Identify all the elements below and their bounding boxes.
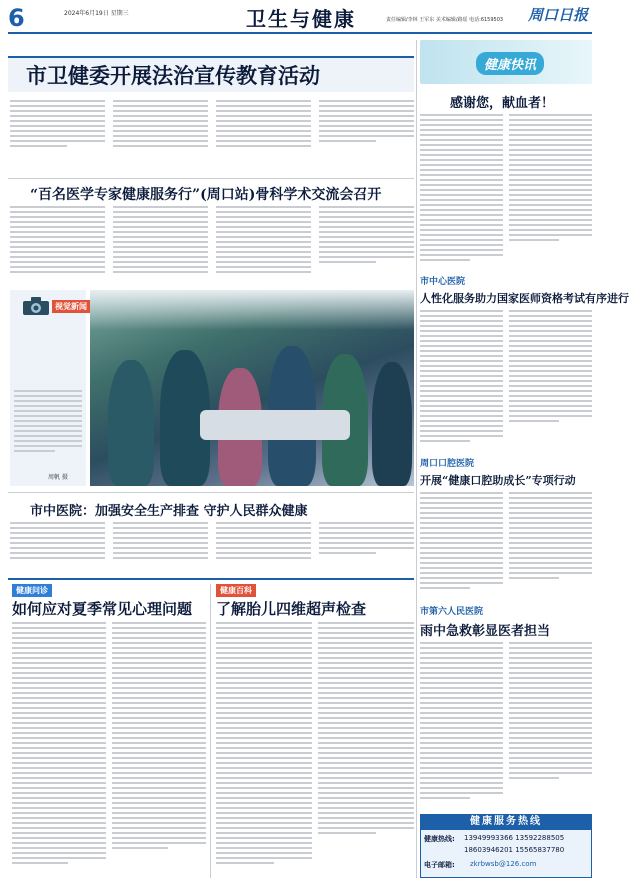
safety-body: [10, 522, 414, 568]
lower-left-rule: [8, 578, 414, 580]
page-number: 6: [8, 4, 25, 32]
health-express-label: 健康快讯: [476, 52, 544, 75]
forum-headline: “百名医学专家健康服务行”(周口站)骨科学术交流会召开: [30, 187, 382, 203]
summer-tag: 健康问诊: [12, 584, 52, 597]
forum-rule: [8, 178, 414, 179]
photo-news-caption: [14, 390, 82, 466]
column-divider: [416, 40, 417, 878]
masthead-rule: [8, 32, 592, 34]
hotline-email[interactable]: zkrbwsb@126.com: [470, 860, 537, 868]
rescue-headline: 雨中急救彰显医者担当: [420, 624, 551, 639]
rescue-hospital: 市第六人民医院: [420, 607, 484, 617]
hotline-phones-2: 18603946201 15565837780: [464, 846, 565, 854]
hotline-phone-label: 健康热线:: [424, 835, 455, 843]
safety-headline: 市中医院：加强安全生产排查 守护人民群众健康: [30, 504, 308, 519]
hotline-title: 健康服务热线: [420, 814, 592, 830]
summer-headline: 如何应对夏季常见心理问题: [12, 600, 193, 618]
safety-rule: [8, 492, 414, 493]
camera-icon: [22, 296, 50, 316]
lead-body: [10, 100, 414, 156]
rescue-body: [420, 642, 592, 812]
editor-credits: 责任编辑/李林 王军东 美术编辑/路瑶 电话:6159503: [386, 17, 504, 23]
newspaper-brand: 周口日报: [528, 6, 589, 24]
surgery-photo: [90, 290, 414, 486]
section-title: 卫生与健康: [246, 7, 356, 31]
fetal-headline: 了解胎儿四维超声检查: [216, 600, 367, 618]
kouqiang-hospital: 周口口腔医院: [420, 459, 475, 469]
kouqiang-body: [420, 492, 592, 596]
fetal-tag: 健康百科: [216, 584, 256, 597]
photo-news-credit: 周帆 摄: [48, 474, 68, 481]
fetal-body: [216, 622, 414, 872]
issue-date: 2024年6月19日 星期三: [64, 10, 129, 17]
summer-body: [12, 622, 206, 872]
photo-news-label: 视觉新闻: [52, 300, 90, 313]
lead-headline: 市卫健委开展法治宣传教育活动: [26, 63, 320, 88]
lower-column-divider: [210, 584, 211, 878]
zhongxin-hospital: 市中心医院: [420, 277, 466, 287]
kouqiang-headline: 开展“健康口腔助成长”专项行动: [420, 474, 576, 487]
hotline-email-label: 电子邮箱:: [424, 861, 455, 869]
zhongxin-body: [420, 310, 592, 450]
forum-body: [10, 206, 414, 286]
blood-headline: 感谢您，献血者！: [450, 96, 555, 111]
zhongxin-headline: 人性化服务助力国家医师资格考试有序进行: [420, 292, 629, 305]
hotline-phones: 13949993366 13592288505: [464, 834, 565, 842]
blood-body: [420, 114, 592, 268]
